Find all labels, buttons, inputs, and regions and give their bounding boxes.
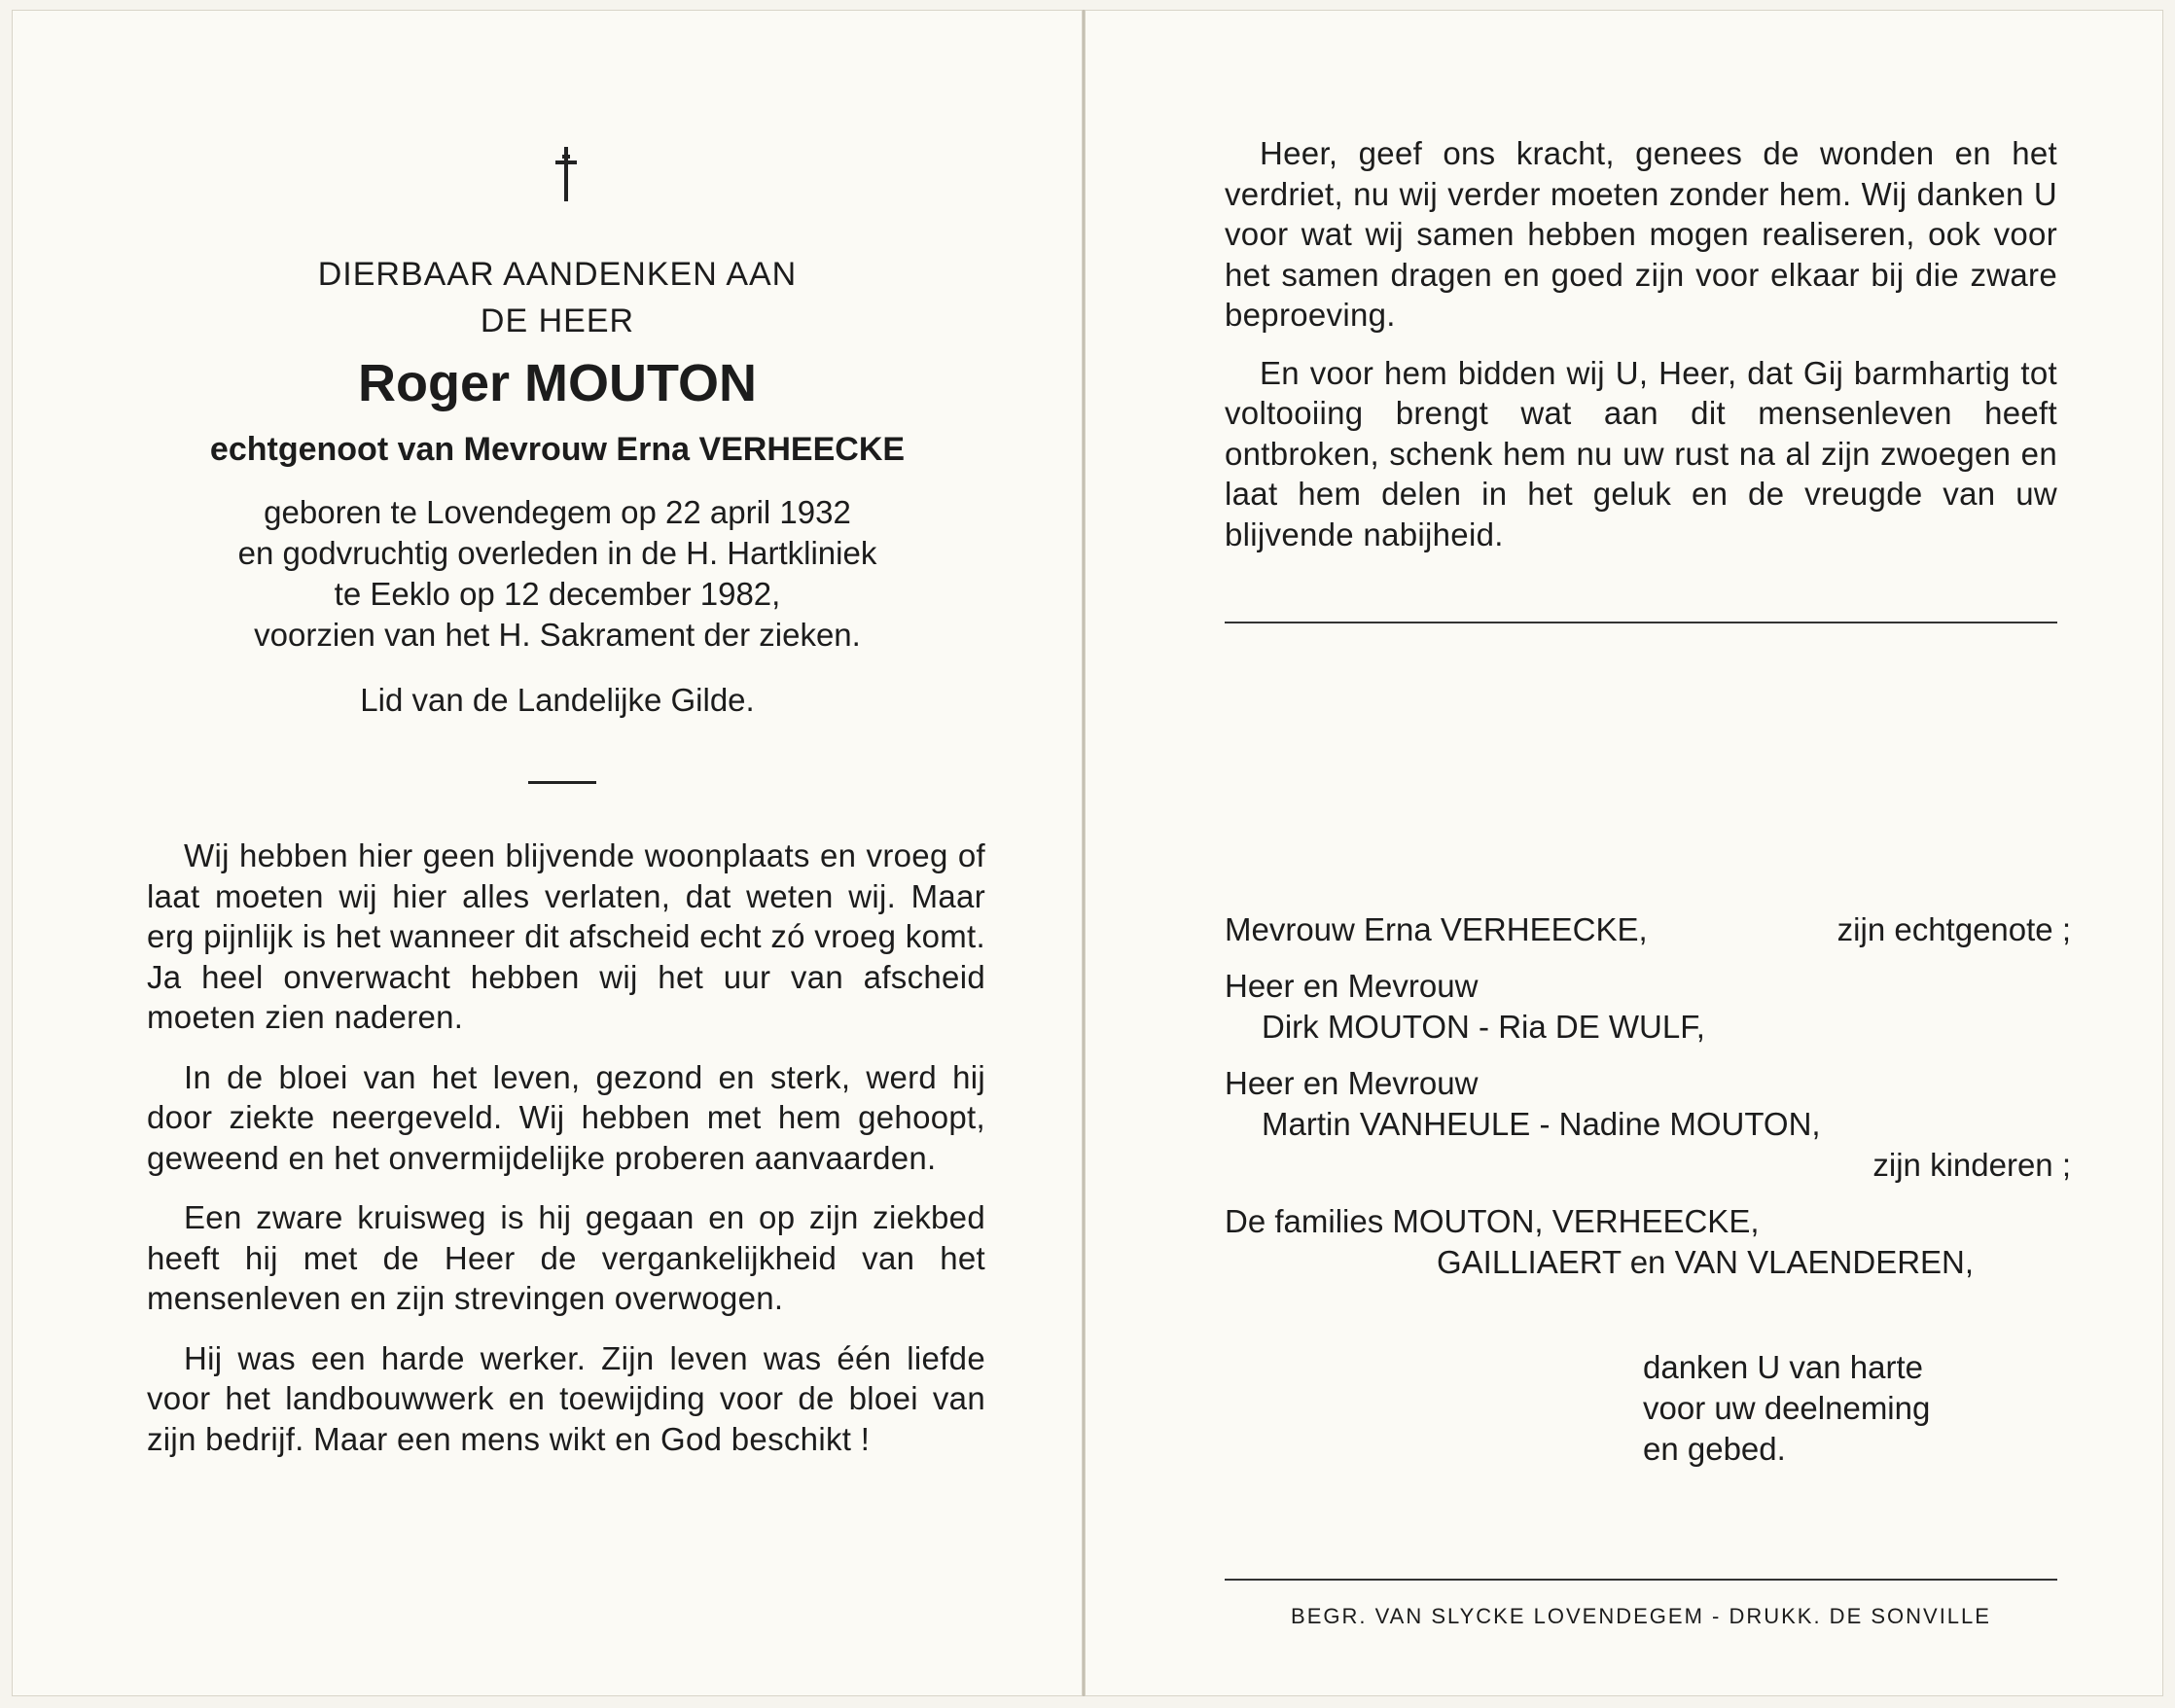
spouse-name: Mevrouw Erna VERHEECKE, [1225, 911, 1648, 947]
paragraph: In de bloei van het leven, gezond en sterk, werd hij door ziekte neergeveld. Wij hebben met hem gehoopt, geweend en het onvermijdelijke proberen aanvaarden. [147, 1058, 985, 1176]
prayer-paragraph: En voor hem bidden wij U, Heer, dat Gij barmhartig tot voltooiing brengt wat aan dit mensenleven heeft ontbroken, schenk hem nu uw rust na al zijn zwoegen en laat hem delen in het geluk en de vreugde van uw blijvende nabijheid. [1225, 354, 2057, 552]
thanks-block [1643, 1347, 1930, 1470]
couple-names: Dirk MOUTON - Ria DE WULF, [1262, 1009, 1705, 1045]
printer-credit: BEGR. VAN SLYCKE LOVENDEGEM - DRUKK. DE SONVILLE [1291, 1604, 1991, 1628]
couple-names: Martin VANHEULE - Nadine MOUTON, [1262, 1106, 1821, 1142]
thanks-line: en gebed. [1643, 1431, 1786, 1467]
family-row [1225, 1145, 2071, 1186]
children-role: zijn kinderen ; [1872, 1147, 2071, 1183]
spouse-role: zijn echtgenote ; [1836, 911, 2071, 947]
cross-icon [553, 147, 579, 201]
divider [1225, 1579, 2057, 1581]
bio-line: te Eeklo op 12 december 1982, [334, 576, 781, 612]
right-panel [1087, 11, 2164, 1697]
bio-line: en godvruchtig overleden in de H. Hartkliniek [237, 535, 877, 571]
header-line-1: DIERBAAR AANDENKEN AAN [317, 256, 798, 293]
bio-line: voorzien van het H. Sakrament der zieken. [254, 617, 861, 653]
left-panel [13, 11, 1083, 1697]
prayer-paragraph: Heer, geef ons kracht, genees de wonden en het verdriet, nu wij verder moeten zonder hem. Wij danken U voor wat wij samen hebben mogen realiseren, ook voor het samen dragen en goed zijn voor elkaar bij die zware beproeving. [1225, 135, 2057, 333]
families-line: De families MOUTON, VERHEECKE, [1225, 1203, 1760, 1239]
prayer-block [1225, 133, 2057, 572]
bio-block [120, 492, 995, 656]
deceased-name: Roger MOUTON [357, 354, 757, 412]
couple-title: Heer en Mevrouw [1225, 1065, 1479, 1101]
paragraph: Wij hebben hier geen blijvende woonplaats en vroeg of laat moeten wij hier alles verlaten, dat weten wij. Maar erg pijnlijk is het wanneer dit afscheid echt zó vroeg komt. Ja heel onverwacht hebben wij het uur van afscheid moeten zien naderen. [147, 837, 985, 1035]
memorial-card [12, 10, 2163, 1696]
bio-line: geboren te Lovendegem op 22 april 1932 [264, 494, 851, 530]
thanks-line: voor uw deelneming [1643, 1390, 1931, 1426]
family-row [1225, 909, 2071, 950]
thanks-line: danken U van harte [1643, 1349, 1924, 1385]
left-prose [147, 836, 985, 1478]
family-block [1225, 909, 2071, 1283]
families-line: GAILLIAERT en VAN VLAENDEREN, [1437, 1244, 1975, 1280]
membership-line: Lid van de Landelijke Gilde. [360, 682, 755, 718]
couple-title: Heer en Mevrouw [1225, 968, 1479, 1004]
spouse-line: echtgenoot van Mevrouw Erna VERHEECKE [209, 431, 906, 468]
header-line-2: DE HEER [480, 302, 635, 339]
card-fold [1082, 10, 1086, 1696]
divider [528, 781, 596, 784]
divider [1225, 622, 2057, 623]
paragraph: Hij was een harde werker. Zijn leven was één liefde voor het landbouwwerk en toewijding voor de bloei van zijn bedrijf. Maar een mens wikt en God beschikt ! [147, 1339, 985, 1457]
paragraph: Een zware kruisweg is hij gegaan en op zijn ziekbed heeft hij met de Heer de vergankelijkheid van het mensenleven en zijn strevingen overwogen. [147, 1199, 985, 1316]
